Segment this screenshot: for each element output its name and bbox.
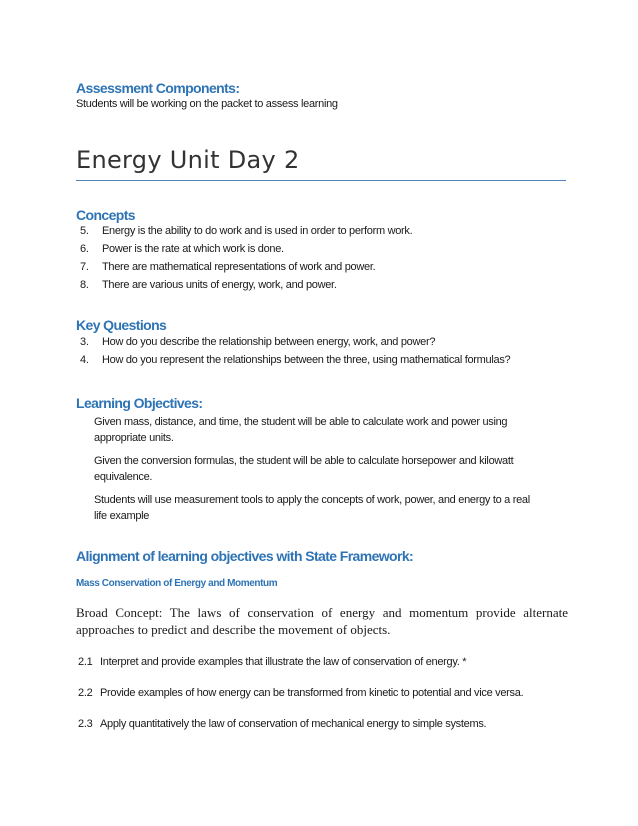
key-questions-list bbox=[80, 333, 510, 369]
concepts-heading: Concepts bbox=[76, 207, 135, 223]
title-divider bbox=[76, 180, 566, 181]
list-item: 6. Power is the rate at which work is done. bbox=[80, 243, 284, 255]
broad-concept: Broad Concept: The laws of conservation of energy and momentum provide alternate approaches to predict and describe the movement of objects. bbox=[76, 605, 568, 637]
objective-item: Given mass, distance, and time, the student will be able to calculate work and power using appropriate units. bbox=[94, 416, 508, 444]
list-item: 5. Energy is the ability to do work and is used in order to perform work. bbox=[80, 225, 413, 237]
list-item: 8. There are various units of energy, work, and power. bbox=[80, 279, 337, 291]
assessment-text: Students will be working on the packet to assess learning bbox=[76, 98, 338, 110]
list-item: 4. How do you represent the relationships between the three, using mathematical formulas? bbox=[80, 354, 511, 366]
alignment-heading: Alignment of learning objectives with State Framework: bbox=[76, 548, 414, 564]
concepts-list bbox=[80, 222, 412, 294]
objective-item: Students will use measurement tools to apply the concepts of work, power, and energy to a real life example bbox=[94, 494, 530, 522]
standard-item: 2.3 Apply quantitatively the law of conservation of mechanical energy to simple systems. bbox=[78, 718, 487, 730]
learning-objectives-heading: Learning Objectives: bbox=[76, 395, 203, 411]
standard-item: 2.2 Provide examples of how energy can be transformed from kinetic to potential and vice versa. bbox=[78, 687, 524, 699]
key-questions-heading: Key Questions bbox=[76, 317, 167, 333]
objective-item: Given the conversion formulas, the student will be able to calculate horsepower and kilowatt equivalence. bbox=[94, 455, 514, 483]
standard-item: 2.1 Interpret and provide examples that illustrate the law of conservation of energy. * bbox=[78, 656, 467, 668]
list-item: 7. There are mathematical representations of work and power. bbox=[80, 261, 376, 273]
framework-subheading: Mass Conservation of Energy and Momentum bbox=[76, 578, 278, 589]
assessment-heading: Assessment Components: bbox=[76, 80, 240, 96]
list-item: 3. How do you describe the relationship between energy, work, and power? bbox=[80, 336, 436, 348]
page-title: Energy Unit Day 2 bbox=[76, 146, 300, 174]
